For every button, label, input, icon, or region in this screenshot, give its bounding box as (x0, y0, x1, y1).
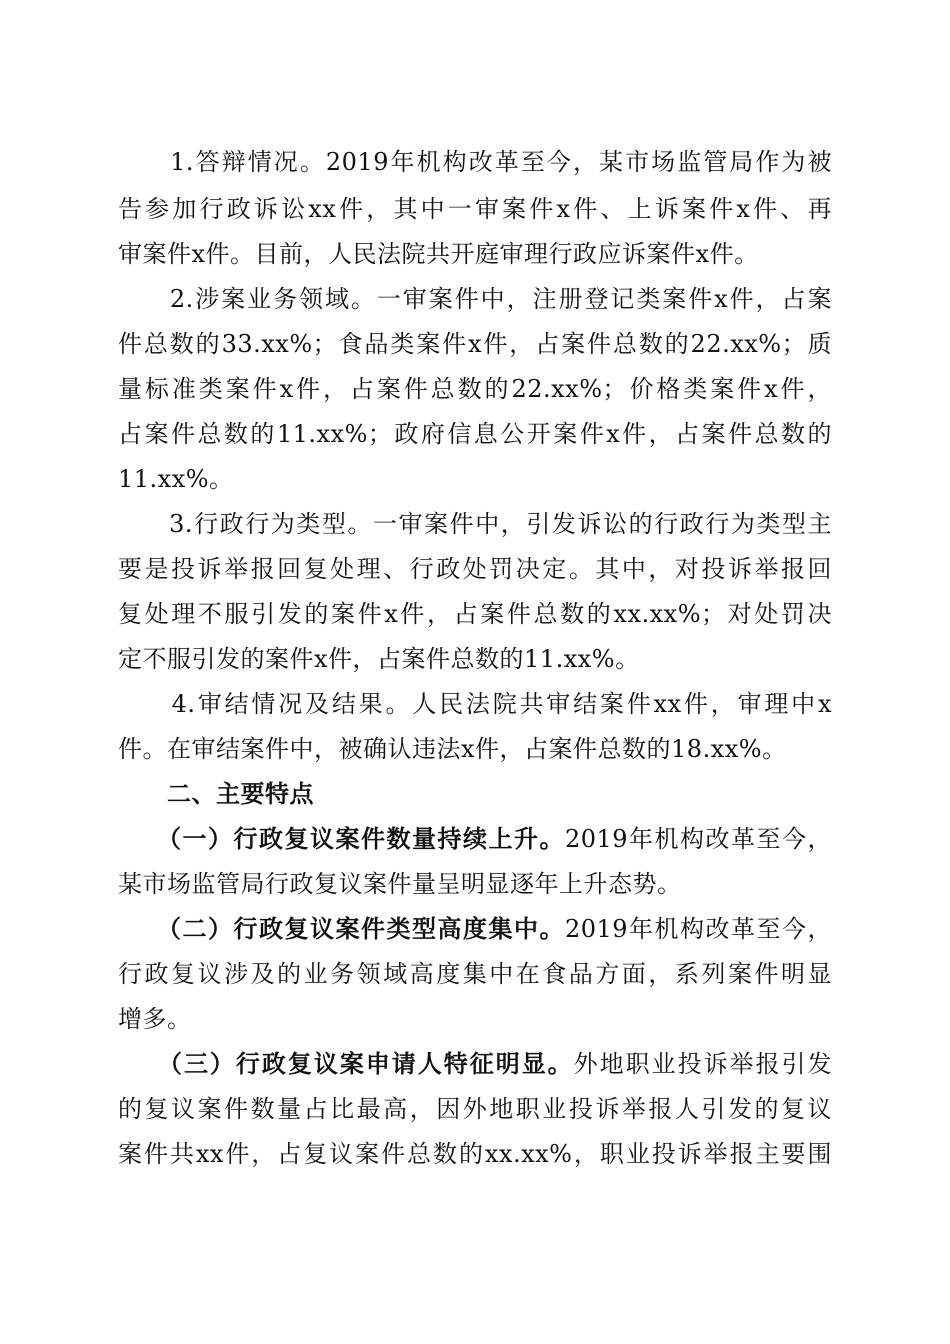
paragraph-2-line-1: 2.涉案业务领域。一审案件中，注册登记类案件x件，占案 (118, 285, 832, 313)
feature-2-line-2: 行政复议涉及的业务领域高度集中在食品方面，系列案件明显 (118, 960, 832, 988)
feature-2-lead: （二）行政复议案件类型高度集中。 (118, 915, 565, 943)
feature-2-line-1 (118, 913, 832, 945)
paragraph-3-line-2: 要是投诉举报回复处理、行政处罚决定。其中，对投诉举报回 (118, 555, 832, 583)
paragraph-3-line-4: 定不服引发的案件x件，占案件总数的11.xx%。 (118, 645, 640, 673)
paragraph-4-line-1: 4.审结情况及结果。人民法院共审结案件xx件，审理中x (118, 690, 832, 718)
feature-3-line-1 (118, 1048, 832, 1080)
paragraph-1-line-2: 告参加行政诉讼xx件，其中一审案件x件、上诉案件x件、再 (118, 195, 832, 223)
feature-1-lead: （一）行政复议案件数量持续上升。 (118, 825, 565, 853)
paragraph-3-line-1: 3.行政行为类型。一审案件中，引发诉讼的行政行为类型主 (118, 510, 832, 538)
section-heading: 二、主要特点 (118, 780, 314, 808)
feature-1-text-1: 2019年机构改革至今， (564, 825, 833, 853)
paragraph-1-line-1: 1.答辩情况。2019年机构改革至今，某市场监管局作为被 (118, 148, 832, 176)
feature-3-lead: （三）行政复议案申请人特征明显。 (118, 1050, 574, 1078)
feature-2-line-3: 增多。 (118, 1005, 192, 1033)
paragraph-2-line-2: 件总数的33.xx%；食品类案件x件，占案件总数的22.xx%；质 (118, 330, 832, 358)
paragraph-3-line-3: 复处理不服引发的案件x件，占案件总数的xx.xx%；对处罚决 (118, 600, 832, 628)
feature-2-text-1: 2019年机构改革至今， (564, 915, 833, 943)
paragraph-1-line-3: 审案件x件。目前，人民法院共开庭审理行政应诉案件x件。 (118, 240, 759, 268)
feature-1-line-1 (118, 823, 832, 855)
feature-1-line-2: 某市场监管局行政复议案件量呈明显逐年上升态势。 (118, 870, 682, 898)
paragraph-2-line-5: 11.xx%。 (118, 465, 234, 493)
paragraph-4-line-2: 件。在审结案件中，被确认违法x件，占案件总数的18.xx%。 (118, 735, 787, 763)
feature-3-line-2: 的复议案件数量占比最高，因外地职业投诉举报人引发的复议 (118, 1095, 832, 1123)
feature-3-line-3: 案件共xx件，占复议案件总数的xx.xx%，职业投诉举报主要围 (118, 1140, 832, 1168)
paragraph-2-line-4: 占案件总数的11.xx%；政府信息公开案件x件，占案件总数的 (118, 420, 832, 448)
feature-3-text-1: 外地职业投诉举报引发 (573, 1050, 833, 1078)
paragraph-2-line-3: 量标准类案件x件，占案件总数的22.xx%；价格类案件x件， (118, 375, 832, 403)
